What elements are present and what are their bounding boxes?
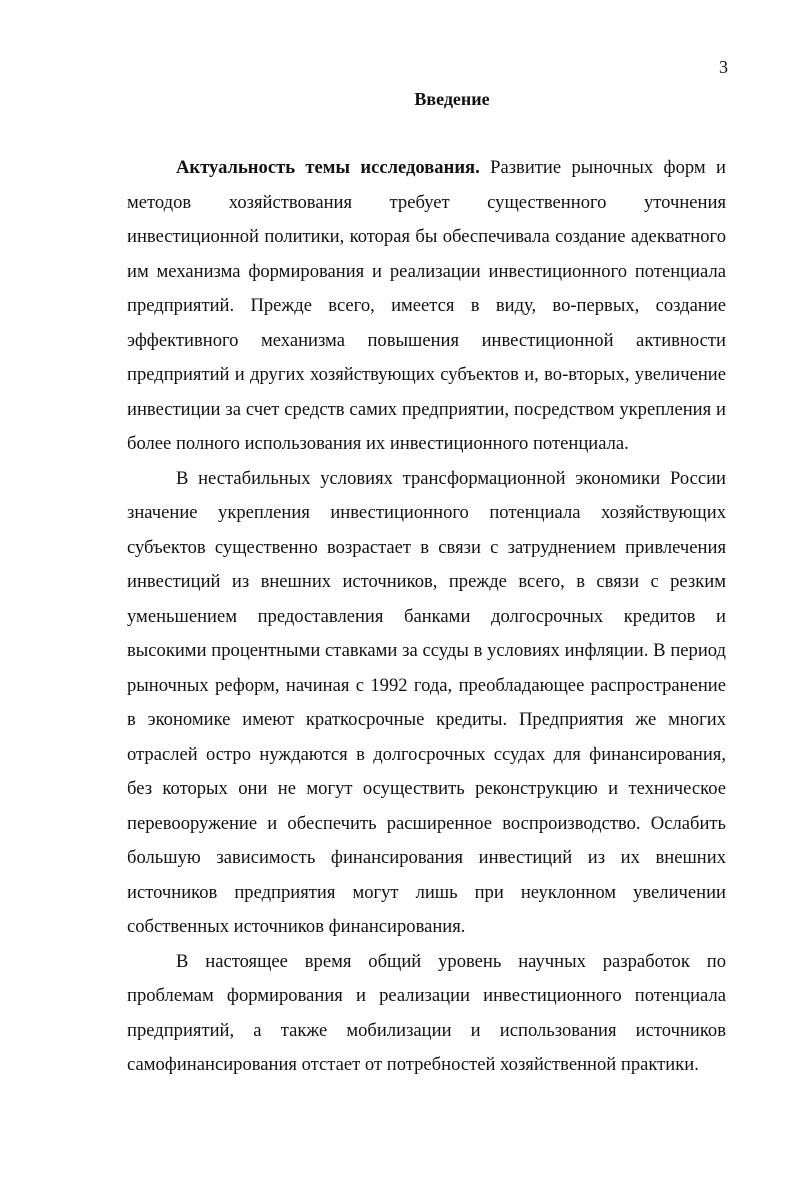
section-heading: Введение (414, 89, 490, 109)
page-number: 3 (719, 57, 728, 77)
paragraph-1-lead: Актуальность темы исследования. (176, 157, 480, 178)
body-text (127, 151, 726, 1083)
paragraph-2: В нестабильных условиях трансформационной экономики России значение укрепления инвестиционного потенциала хозяйствующих субъектов существенно возрастает в связи с затруднением привлечения инвестиций из внешних источников, прежде всего, в связи с резким уменьшением предоставления банками долгосрочных кредитов и высокими процентными ставками за ссуды в условиях инфляции. В период рыночных реформ, начиная с 1992 года, преобладающее распространение в экономике имеют краткосрочные кредиты. Предприятия же многих отраслей остро нуждаются в долгосрочных ссудах для финансирования, без которых они не могут осуществить реконструкцию и техническое перевооружение и обеспечить расширенное воспроизводство. Ослабить большую зависимость финансирования инвестиций из их внешних источников предприятия могут лишь при неуклонном увеличении собственных источников финансирования. (127, 467, 726, 937)
paragraph-1-text: Развитие рыночных форм и методов хозяйствования требует существенного уточнения инвестиционной политики, которая бы обеспечивала создание адекватного им механизма формирования и реализации инвестиционного потенциала предприятий. Прежде всего, имеется в виду, во-первых, создание эффективного механизма повышения инвестиционной активности предприятий и других хозяйствующих субъектов и, во-вторых, увеличение инвестиции за счет средств самих предприятии, посредством укрепления и более полного использования их инвестиционного потенциала. (127, 157, 726, 454)
paragraph-1 (127, 151, 726, 462)
paragraph-3: В настоящее время общий уровень научных разработок по проблемам формирования и реализации инвестиционного потенциала предприятий, а также мобилизации и использования источников самофинансирования отстает от потребностей хозяйственной практики. (127, 950, 726, 1075)
